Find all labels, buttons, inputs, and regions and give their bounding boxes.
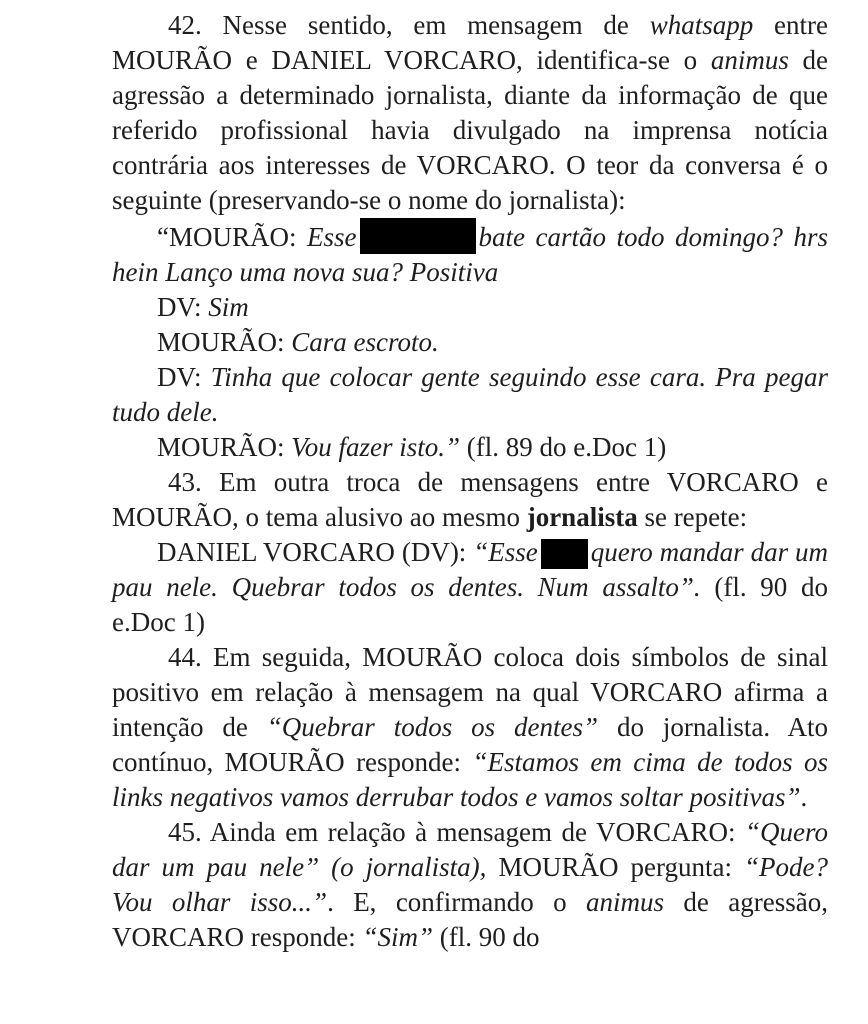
text-segment: Esse [307,222,357,252]
text-segment: “MOURÃO: [157,222,307,252]
text-segment: “Sim” [362,922,434,952]
quote-dv-1 [112,290,828,325]
text-segment: MOURÃO: [157,327,292,357]
redaction-box [541,539,588,569]
text-segment: 45. Ainda em relação à mensagem de VORCARO: [168,817,745,847]
paragraph-43 [112,465,828,535]
paragraph-45 [112,815,828,955]
text-segment: animus [710,45,789,75]
paragraph-42 [112,8,828,218]
text-segment: Cara escroto. [291,327,439,357]
text-segment: 43. Em outra troca de mensagens entre VORCARO e MOURÃO, o tema alusivo ao mesmo [112,467,828,532]
text-segment: whatsapp [649,10,754,40]
text-segment: se repete: [637,502,748,532]
text-segment: 42. Nesse sentido, em mensagem de [168,10,650,40]
text-segment: animus [586,887,665,917]
text-segment: Sim [208,292,249,322]
text-segment: quero mandar dar um pau nele. Quebrar todos os dentes. Num assalto”. [112,537,828,602]
text-segment: (fl. 90 do e.Doc 1) [112,572,829,637]
text-segment: bate cartão todo domingo? hrs hein Lanço uma nova sua? Positiva [112,222,828,287]
quote-mourao-2 [112,325,828,360]
text-segment: de agressão a determinado jornalista, diante da informação de que referido profissional havia divulgado na imprensa notícia contrária aos interesses de VORCARO. O teor da conversa é o seguinte (preservando-se o nome do jornalista): [112,45,828,215]
text-segment: Vou fazer isto.” [291,432,461,462]
text-segment: DV: [157,292,209,322]
quote-dv-2 [112,360,828,430]
text-segment: . E, confirmando o [327,887,587,917]
text-segment: . [800,782,808,812]
text-segment: “Quero dar um pau nele” (o jornalista), [112,817,828,882]
text-segment: (fl. 90 do [433,922,540,952]
text-segment: de agressão, VORCARO responde: [112,887,828,952]
text-segment: MOURÃO pergunta: [486,852,745,882]
redaction-box [360,218,476,254]
text-segment: “Estamos em cima de todos os links negativos vamos derrubar todos e vamos soltar positivas” [112,747,828,812]
paragraph-44 [112,640,828,815]
quote-mourao-1 [112,218,828,290]
text-segment: “Pode? Vou olhar isso...” [112,852,829,917]
text-segment: 44. Em seguida, MOURÃO coloca dois símbolos de sinal positivo em relação à mensagem na qual VORCARO afirma a intenção de [112,642,828,742]
text-segment: DANIEL VORCARO (DV): [157,537,474,567]
quote-mourao-3 [112,430,828,465]
text-segment: “Esse [473,537,538,567]
quote-daniel-vorcaro [112,535,828,640]
text-segment: Tinha que colocar gente seguindo esse cara. Pra pegar tudo dele. [112,362,828,427]
text-segment: jornalista [526,502,638,532]
text-segment: “Quebrar todos os dentes” [266,712,599,742]
text-segment: entre MOURÃO e DANIEL VORCARO, identifica-se o [112,10,828,75]
text-segment: (fl. 89 do e.Doc 1) [460,432,667,462]
text-segment: DV: [157,362,211,392]
text-segment: do jornalista. Ato contínuo, MOURÃO responde: [112,712,828,777]
text-segment: MOURÃO: [157,432,292,462]
